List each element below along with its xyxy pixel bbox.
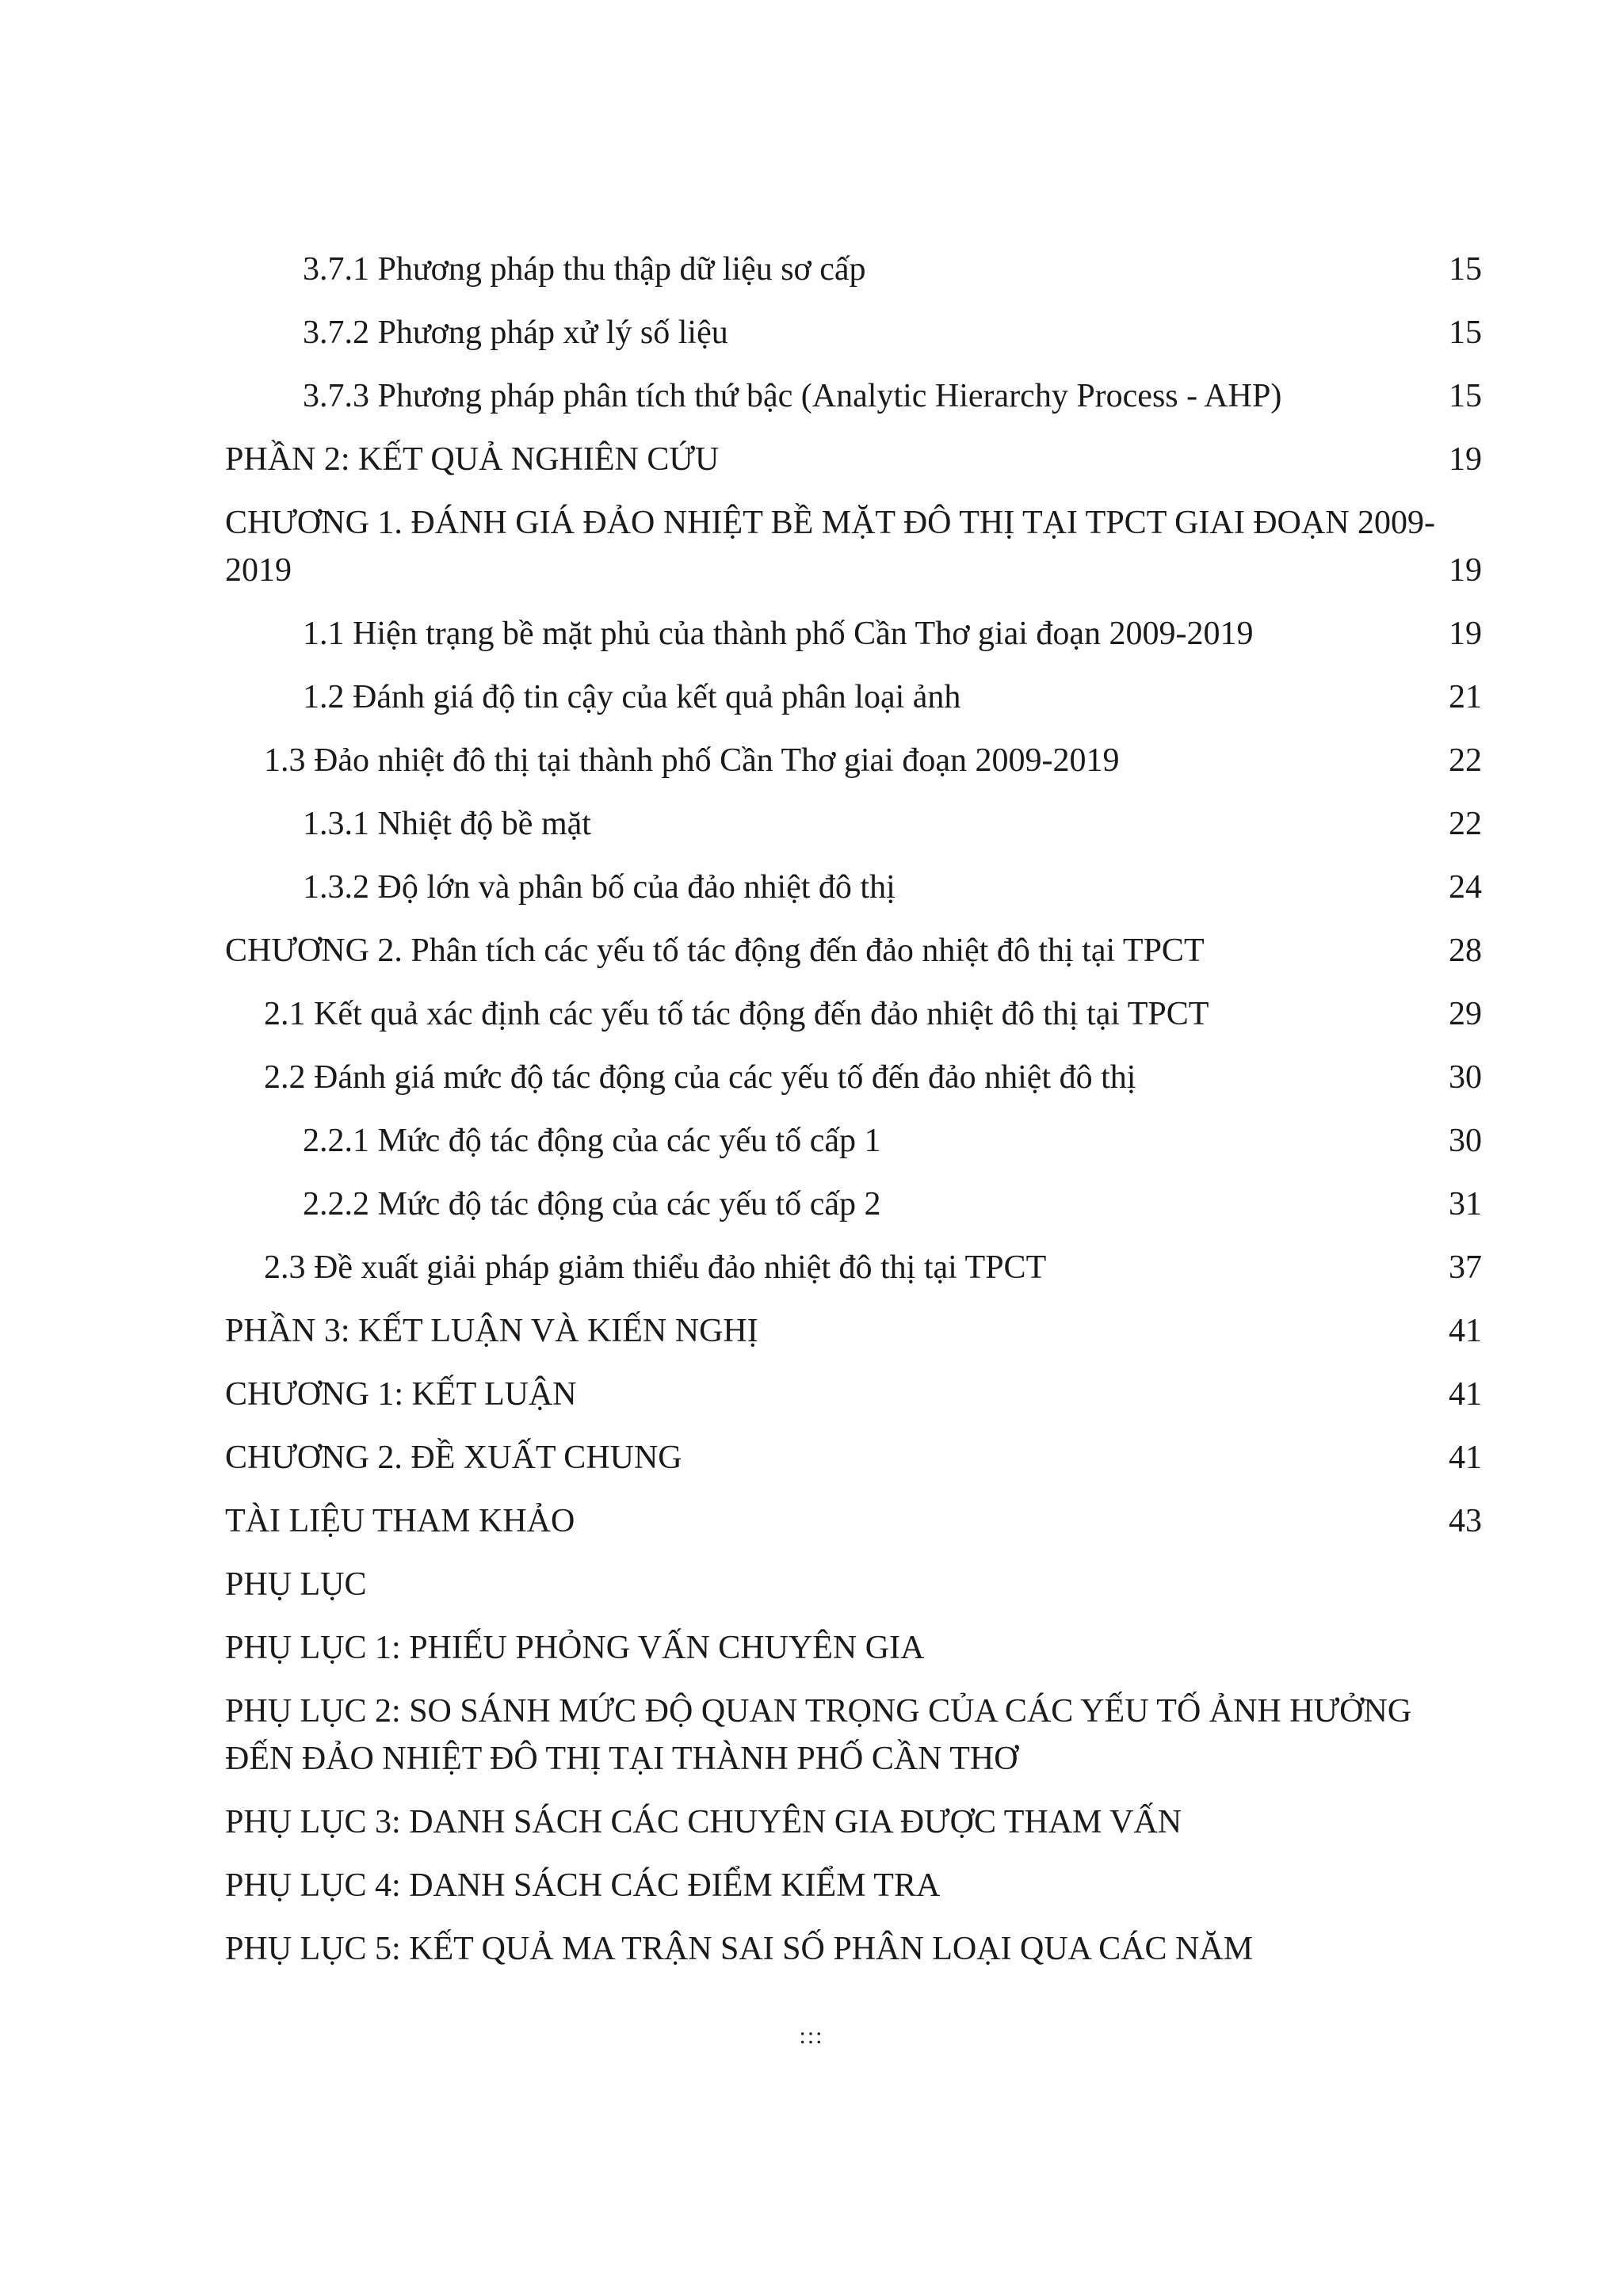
toc-entry-title-line2: ĐẾN ĐẢO NHIỆT ĐÔ THỊ TẠI THÀNH PHỐ CẦN THƠ	[225, 1741, 1018, 1777]
toc-entry-page: 41	[1449, 1376, 1482, 1413]
toc-entry-phu-luc-2	[225, 1688, 1411, 1783]
toc-entry-title: 1.1 Hiện trạng bề mặt phủ của thành phố Cần Thơ giai đoạn 2009-2019	[303, 616, 1254, 652]
toc-entry-page: 21	[1449, 679, 1482, 715]
toc-entry-page: 37	[1449, 1249, 1482, 1286]
toc-entry-page: 29	[1449, 996, 1482, 1032]
toc-entry-phu-luc-4	[225, 1862, 940, 1909]
toc-entry-phan-2	[225, 436, 719, 483]
toc-entry-page: 19	[1449, 552, 1482, 589]
toc-entry-title: 1.2 Đánh giá độ tin cậy của kết quả phân loại ảnh	[303, 679, 961, 715]
toc-entry-2-2	[264, 1054, 1136, 1101]
toc-entry-3-7-2	[303, 309, 728, 357]
toc-entry-chuong-2	[225, 927, 1205, 974]
toc-entry-page: 24	[1449, 869, 1482, 906]
toc-entry-tai-lieu-tham-khao	[225, 1497, 575, 1545]
toc-entry-title: 2.3 Đề xuất giải pháp giảm thiểu đảo nhiệt đô thị tại TPCT	[264, 1249, 1047, 1286]
toc-entry-1-3-2	[303, 864, 896, 911]
toc-entry-title: 3.7.2 Phương pháp xử lý số liệu	[303, 315, 728, 351]
toc-entry-2-1	[264, 990, 1209, 1038]
toc-entry-title: TÀI LIỆU THAM KHẢO	[225, 1503, 575, 1539]
toc-entry-phu-luc-5	[225, 1925, 1253, 1973]
toc-entry-title: PHẦN 3: KẾT LUẬN VÀ KIẾN NGHỊ	[225, 1313, 758, 1349]
toc-entry-phu-luc	[225, 1561, 367, 1608]
toc-entry-page: 41	[1449, 1440, 1482, 1476]
toc-entry-title: 2.2.1 Mức độ tác động của các yếu tố cấp 1	[303, 1123, 881, 1159]
toc-entry-1-1	[303, 610, 1254, 658]
toc-entry-title: PHỤ LỤC 1: PHIẾU PHỎNG VẤN CHUYÊN GIA	[225, 1630, 925, 1666]
toc-entry-title-line1: CHƯƠNG 1. ĐÁNH GIÁ ĐẢO NHIỆT BỀ MẶT ĐÔ THỊ TẠI TPCT GIAI ĐOẠN 2009-	[225, 505, 1436, 541]
toc-entry-3-7-3	[303, 372, 1281, 420]
toc-entry-page: 30	[1449, 1123, 1482, 1159]
toc-entry-title: PHỤ LỤC 4: DANH SÁCH CÁC ĐIỂM KIỂM TRA	[225, 1867, 941, 1904]
toc-entry-page: 15	[1449, 251, 1482, 288]
toc-entry-title: CHƯƠNG 2. Phân tích các yếu tố tác động đến đảo nhiệt đô thị tại TPCT	[225, 933, 1205, 969]
toc-entry-title-line2: 2019	[225, 552, 292, 589]
toc-entry-2-2-2	[303, 1180, 881, 1228]
toc-entry-1-3	[264, 737, 1119, 784]
toc-entry-ket-luan	[225, 1371, 577, 1418]
toc-entry-page: 41	[1449, 1313, 1482, 1349]
toc-entry-page: 30	[1449, 1059, 1482, 1096]
toc-entry-title: CHƯƠNG 1: KẾT LUẬN	[225, 1376, 577, 1413]
toc-entry-page: 19	[1449, 616, 1482, 652]
toc-entry-page: 15	[1449, 378, 1482, 414]
toc-entry-3-7-1	[303, 246, 866, 293]
toc-entry-title: 2.1 Kết quả xác định các yếu tố tác động đến đảo nhiệt đô thị tại TPCT	[264, 996, 1209, 1032]
toc-entry-2-3	[264, 1244, 1046, 1291]
toc-entry-page: 31	[1449, 1186, 1482, 1222]
toc-entry-phu-luc-1	[225, 1624, 924, 1672]
toc-entry-1-3-1	[303, 800, 591, 848]
toc-entry-title: 1.3.1 Nhiệt độ bề mặt	[303, 806, 591, 842]
toc-entry-page: 28	[1449, 933, 1482, 969]
toc-entry-title: 2.2 Đánh giá mức độ tác động của các yếu tố đến đảo nhiệt đô thị	[264, 1059, 1136, 1096]
toc-entry-title: PHỤ LỤC 5: KẾT QUẢ MA TRẬN SAI SỐ PHÂN LOẠI QUA CÁC NĂM	[225, 1931, 1254, 1967]
toc-entry-title: PHỤ LỤC 3: DANH SÁCH CÁC CHUYÊN GIA ĐƯỢC THAM VẤN	[225, 1804, 1182, 1840]
toc-entry-title-line1: PHỤ LỤC 2: SO SÁNH MỨC ĐỘ QUAN TRỌNG CỦA CÁC YẾU TỐ ẢNH HƯỞNG	[225, 1693, 1412, 1730]
toc-entry-title: PHỤ LỤC	[225, 1566, 367, 1603]
toc-entry-phu-luc-3	[225, 1798, 1182, 1846]
toc-entry-page: 22	[1449, 742, 1482, 779]
toc-entry-title: 2.2.2 Mức độ tác động của các yếu tố cấp 2	[303, 1186, 881, 1222]
toc-entry-title: 3.7.1 Phương pháp thu thập dữ liệu sơ cấp	[303, 251, 866, 288]
toc-entry-page: 19	[1449, 441, 1482, 478]
toc-entry-title: PHẦN 2: KẾT QUẢ NGHIÊN CỨU	[225, 441, 720, 478]
toc-entry-2-2-1	[303, 1117, 881, 1165]
page-footer-mark: :::	[799, 2023, 824, 2049]
toc-entry-phan-3	[225, 1307, 758, 1355]
toc-entry-1-2	[303, 673, 960, 721]
toc-entry-page: 15	[1449, 315, 1482, 351]
toc-entry-title: 1.3.2 Độ lớn và phân bố của đảo nhiệt đô thị	[303, 869, 896, 906]
toc-entry-de-xuat-chung	[225, 1434, 682, 1482]
toc-entry-page: 43	[1449, 1503, 1482, 1539]
toc-entry-page: 22	[1449, 806, 1482, 842]
toc-entry-title: 1.3 Đảo nhiệt đô thị tại thành phố Cần Thơ giai đoạn 2009-2019	[264, 742, 1120, 779]
toc-entry-title: 3.7.3 Phương pháp phân tích thứ bậc (Analytic Hierarchy Process - AHP)	[303, 378, 1282, 414]
toc-entry-chuong-1	[225, 499, 1435, 594]
toc-entry-title: CHƯƠNG 2. ĐỀ XUẤT CHUNG	[225, 1440, 682, 1476]
